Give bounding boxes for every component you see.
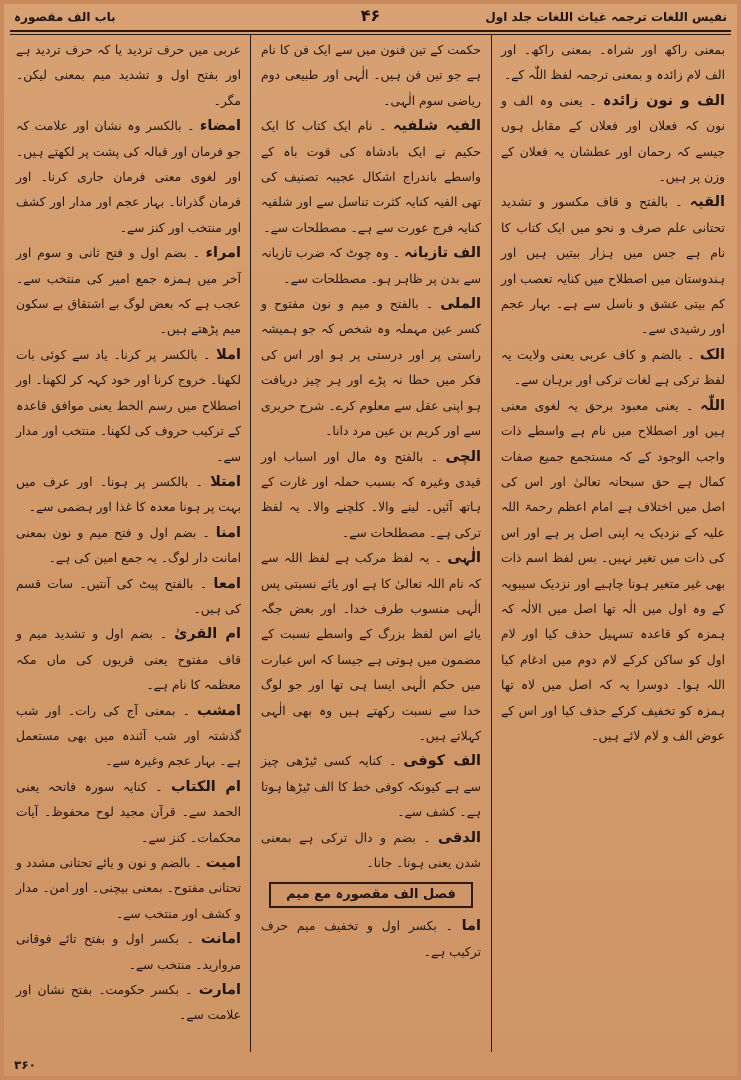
dictionary-entry bbox=[501, 190, 725, 342]
entry-definition: ۔ نام ایک کتاب کا ایک حکیم نے ایک بادشاہ کی قوت باہ کے واسطے باندراج اشکال عجیبہ تصنیف کی تھی الفیہ کنایہ کثرت تناسل سے اور شلفیہ کنایہ فرج عورت سے ہے۔ مصطلحات سے۔ bbox=[261, 119, 481, 235]
entry-definition: عربی میں حرف تردید یا کہ حرف تردید ہے اور بفتح اول و تشدید میم بمعنی لیکن۔ مگر۔ bbox=[16, 43, 241, 108]
dictionary-entry bbox=[16, 241, 241, 343]
headword: الٰہی bbox=[447, 550, 481, 567]
dictionary-entry bbox=[261, 38, 481, 114]
entry-definition: ۔ بالفتح پیٹ کی آنتیں۔ سات قسم کی ہیں۔ bbox=[16, 576, 241, 616]
entry-definition: ۔ یعنی وہ الف و نون کہ فعلان اور فعلان کے مقابل ہوں جیسے کہ رحمان اور عطشان یہ فعلان کے وزن پر ہیں۔ bbox=[501, 93, 725, 185]
entry-definition: ۔ بضم اول و تشدید میم و قاف مفتوح یعنی قریوں کی ماں مکہ معظمہ کا نام ہے۔ bbox=[16, 627, 241, 693]
entry-definition: ۔ بالکسر وہ نشان اور علامت کہ جو فرمان اور قبالہ کی پشت پر لکھتے ہیں۔ اور لغوی معنی فرمان جاری کرنا۔ اور فرمان گذرانا۔ بہار عجم اور مدار اور کشف اور منتخب اور کنز سے۔ bbox=[16, 119, 241, 235]
dictionary-entry bbox=[261, 445, 481, 547]
dictionary-entry bbox=[261, 546, 481, 749]
headword: القیہ bbox=[689, 194, 725, 211]
column-left bbox=[10, 38, 247, 1050]
column-divider bbox=[491, 34, 492, 1052]
dictionary-page bbox=[4, 4, 737, 1076]
headword: امانت bbox=[200, 931, 241, 948]
dictionary-entry bbox=[261, 241, 481, 292]
entry-definition: ۔ یعنی معبود برحق یہ لغوی معنی ہیں اور اصطلاح میں نام ہے واسطے ذات واجب الوجود کے کہ مستجمع جمیع صفات کمال ہے حق سبحانہ تعالیٰ اور اس کی اصل میں اختلاف ہے امام اعظم رحمۃ اللہ علیہ کے نزدیک یہ اپنی اصل پر ہے اور اس کی ذات میں تغیر نہیں۔ بس لفظ اسم ذات بھی غیر متغیر ہونا چاہیے اور نزدیک سیبویہ کے وہ اول میں الٰہ تھا اصل میں الالٰہ کہ ہمزہ کو قاعدہ تسہیل حذف کیا اور لام اول کو ساکن کرکے لام دوم میں ادغام کیا اللہ ہوا۔ دوسرا یہ کہ اصل میں لاہ تھا ہمزہ کو تخفیف کرکے حذف کیا اور اس کے عوض الف و لام لائے ہیں۔ bbox=[501, 398, 725, 743]
headword: الملی bbox=[440, 296, 481, 313]
dictionary-entry bbox=[261, 114, 481, 241]
entry-definition: ۔ بکسر حکومت۔ بفتح نشان اور علامت سے۔ bbox=[16, 983, 241, 1023]
dictionary-entry bbox=[16, 572, 241, 623]
page-header bbox=[4, 4, 737, 30]
headword: امیت bbox=[205, 855, 241, 871]
headword: املا bbox=[216, 346, 241, 363]
entry-definition: ۔ وہ چوٹ کہ ضرب تازیانہ سے بدن پر ظاہر ہو۔ مصطلحات سے۔ bbox=[261, 246, 481, 286]
dictionary-entry bbox=[501, 394, 725, 750]
entry-definition: ۔ بضم و دال ترکی ہے بمعنی شدن یعنی ہونا۔ جانا۔ bbox=[261, 830, 481, 870]
dictionary-entry bbox=[16, 775, 241, 851]
entry-definition: ۔ بکسر اول و بفتح تائے فوقانی مروارید۔ منتخب سے۔ bbox=[16, 932, 241, 972]
headword: الف و نون زائدہ bbox=[602, 92, 725, 109]
entry-definition: ۔ بمعنی آج کی رات۔ اور شب گذشتہ اور شب آئندہ میں بھی مستعمل ہے۔ بہار عجم وغیرہ سے۔ bbox=[16, 703, 241, 769]
entry-definition: حکمت کے تین فنون میں سے ایک فن کا نام ہے جو تین فن ہیں۔ الٰہی اور طبیعی دوم ریاضی سوم الٰہی۔ bbox=[261, 43, 481, 108]
entry-definition: ۔ بضم اول و فتح میم و نون بمعنی امانت دار لوگ۔ یہ جمع امین کی ہے۔ bbox=[16, 525, 241, 566]
column-divider bbox=[250, 34, 251, 1052]
dictionary-entry bbox=[16, 699, 241, 775]
entry-definition: ۔ کنایہ کسی ٹیڑھی چیز سے ہے کیونکہ کوفی خط کا الف ٹیڑھا ہوتا ہے۔ کشف سے۔ bbox=[261, 754, 481, 820]
headword: ام الکتاب bbox=[170, 778, 241, 795]
footer-number: ۳۶۰ bbox=[14, 1058, 36, 1072]
entry-definition: ۔ یہ لفظ مرکب ہے لفظ اللہ سے کہ نام اللہ تعالیٰ کا ہے اور یائے نسبتی پس الٰہی منسوب طرف خدا۔ اور بعض جگہ یائے اس لفظ بزرگ کے واسطے نسبت کے مضمون میں ہوتی ہے جیسا کہ اس عبارت میں حکم الٰہی ایسا ہی تھا اور جو لوگ خدا سے نسبت رکھتے ہیں وہ بھی الٰہی کہلاتے ہیں۔ bbox=[261, 551, 481, 743]
dictionary-entry bbox=[16, 978, 241, 1029]
headword: الف کوفی bbox=[403, 753, 482, 770]
headword: الک bbox=[699, 346, 725, 363]
entry-definition: ۔ بضم اول و فتح ثانی و سوم اور آخر میں ہمزہ جمع امیر کی منتخب سے۔ عجب ہے کہ بعض لوگ بے اشتقاق بے سکون میم پڑھتے ہیں۔ bbox=[16, 246, 241, 337]
headword: الچی bbox=[445, 448, 481, 465]
entry-definition: ۔ بالکسر پر کرنا۔ یاد سے کوئی بات لکھنا۔ خروج کرنا اور خود کہہ کر لکھنا۔ اور اصطلاح میں رسم الخط یعنی موافق قاعدہ کے ترکیب حروف کی لکھنا۔ منتخب اور مدار سے۔ bbox=[16, 347, 241, 464]
entry-definition: ۔ بالفتح و قاف مکسور و تشدید تحتانی علم صرف و نحو میں ایک کتاب کا نام ہے جس میں ہزار بیتیں ہیں اور ہندوستان میں اصطلاح میں کنایہ تعصب اور کم بیتی عشق و ناسل سے ہے۔ بہار عجم اور رشیدی سے۔ bbox=[501, 195, 725, 337]
entry-definition: ۔ بالضم و نون و یائے تحتانی مشدد و تحتانی مفتوح۔ بمعنی بیچنی۔ اور امن۔ مدار و کشف اور منتخب سے۔ bbox=[16, 856, 241, 921]
column-middle bbox=[255, 38, 487, 1050]
entry-definition: ۔ بالفتح و میم و نون مفتوح و کسر عین مہملہ وہ شخص کہ جو ہمیشہ راستی پر اور درستی پر ہو اور اس کی فکر میں خطا نہ پڑے اور ہر چیز دریافت ہو اپنی عقل سے معلوم کرے۔ شرح حریری سے اور کریم بن عین مرد دانا۔ bbox=[261, 297, 481, 439]
headword: امتلا bbox=[210, 473, 241, 490]
headword: ام القریٰ bbox=[174, 626, 241, 643]
entry-definition: ۔ بالکسر پر ہونا۔ اور عرف میں بہت پر ہونا معدہ کا غذا اور ہضمی سے۔ bbox=[16, 474, 241, 515]
running-title: نفیس اللغات ترجمہ غیاث اللغات جلد اول bbox=[485, 10, 727, 24]
dictionary-entry bbox=[16, 622, 241, 698]
column-right bbox=[495, 38, 731, 1050]
dictionary-entry bbox=[261, 749, 481, 825]
dictionary-entry bbox=[16, 851, 241, 927]
dictionary-entry bbox=[16, 38, 241, 114]
entry-definition: ۔ بالفتح وہ مال اور اسباب اور قیدی وغیرہ کہ بسبب حملہ اور غارت کے ہاتھ آئیں۔ لینے والا۔ کلچنے والا۔ یہ لفظ ترکی ہے۔ مصطلحات سے۔ bbox=[261, 449, 481, 540]
dictionary-entry bbox=[16, 343, 241, 470]
dictionary-entry bbox=[261, 914, 481, 965]
headword: امارت bbox=[198, 982, 241, 999]
headword: اما bbox=[461, 918, 481, 935]
dictionary-entry bbox=[501, 89, 725, 191]
dictionary-entry bbox=[16, 927, 241, 978]
entry-definition: بمعنی راکھ اور شراہ۔ بمعنی راکھ۔ اور الف لام زائدہ و بمعنی ترجمہ لفظ اللّٰہ کے۔ bbox=[501, 43, 725, 83]
dictionary-entry bbox=[16, 470, 241, 521]
headword: الدقی bbox=[438, 829, 481, 846]
headword: الف تازیانہ bbox=[404, 245, 481, 262]
section-heading: فصل الف مقصورہ مع میم bbox=[269, 882, 473, 908]
dictionary-entry bbox=[16, 521, 241, 572]
entry-definition: ۔ کنایہ سورہ فاتحہ یعنی الحمد سے۔ قرآن مجید لوح محفوظ۔ آیات محکمات۔ کنز سے۔ bbox=[16, 779, 241, 845]
header-rule bbox=[10, 30, 731, 32]
headword: الفیہ شلفیہ bbox=[392, 118, 481, 135]
page-number: ۴۶ bbox=[360, 6, 381, 25]
dictionary-entry bbox=[261, 292, 481, 444]
headword: امراء bbox=[205, 245, 241, 262]
headword: امضاء bbox=[199, 118, 241, 135]
dictionary-entry bbox=[501, 38, 725, 89]
entry-definition: ۔ بالضم و کاف عربی یعنی ولایت یہ لفظ ترکی ہے لغات ترکی اور برہان سے۔ bbox=[501, 347, 725, 388]
headword: امشب bbox=[196, 702, 241, 719]
dictionary-entry bbox=[261, 826, 481, 877]
entry-definition: ۔ بکسر اول و تخفیف میم حرف ترکیب ہے۔ bbox=[261, 919, 481, 959]
headword: امعا bbox=[213, 575, 241, 592]
header-rule-thin bbox=[10, 34, 731, 35]
headword: اللّٰہ bbox=[700, 397, 725, 414]
dictionary-entry bbox=[501, 343, 725, 394]
headword: امنا bbox=[215, 524, 241, 541]
chapter-title: باب الف مقصورہ bbox=[14, 10, 116, 24]
dictionary-entry bbox=[16, 114, 241, 241]
